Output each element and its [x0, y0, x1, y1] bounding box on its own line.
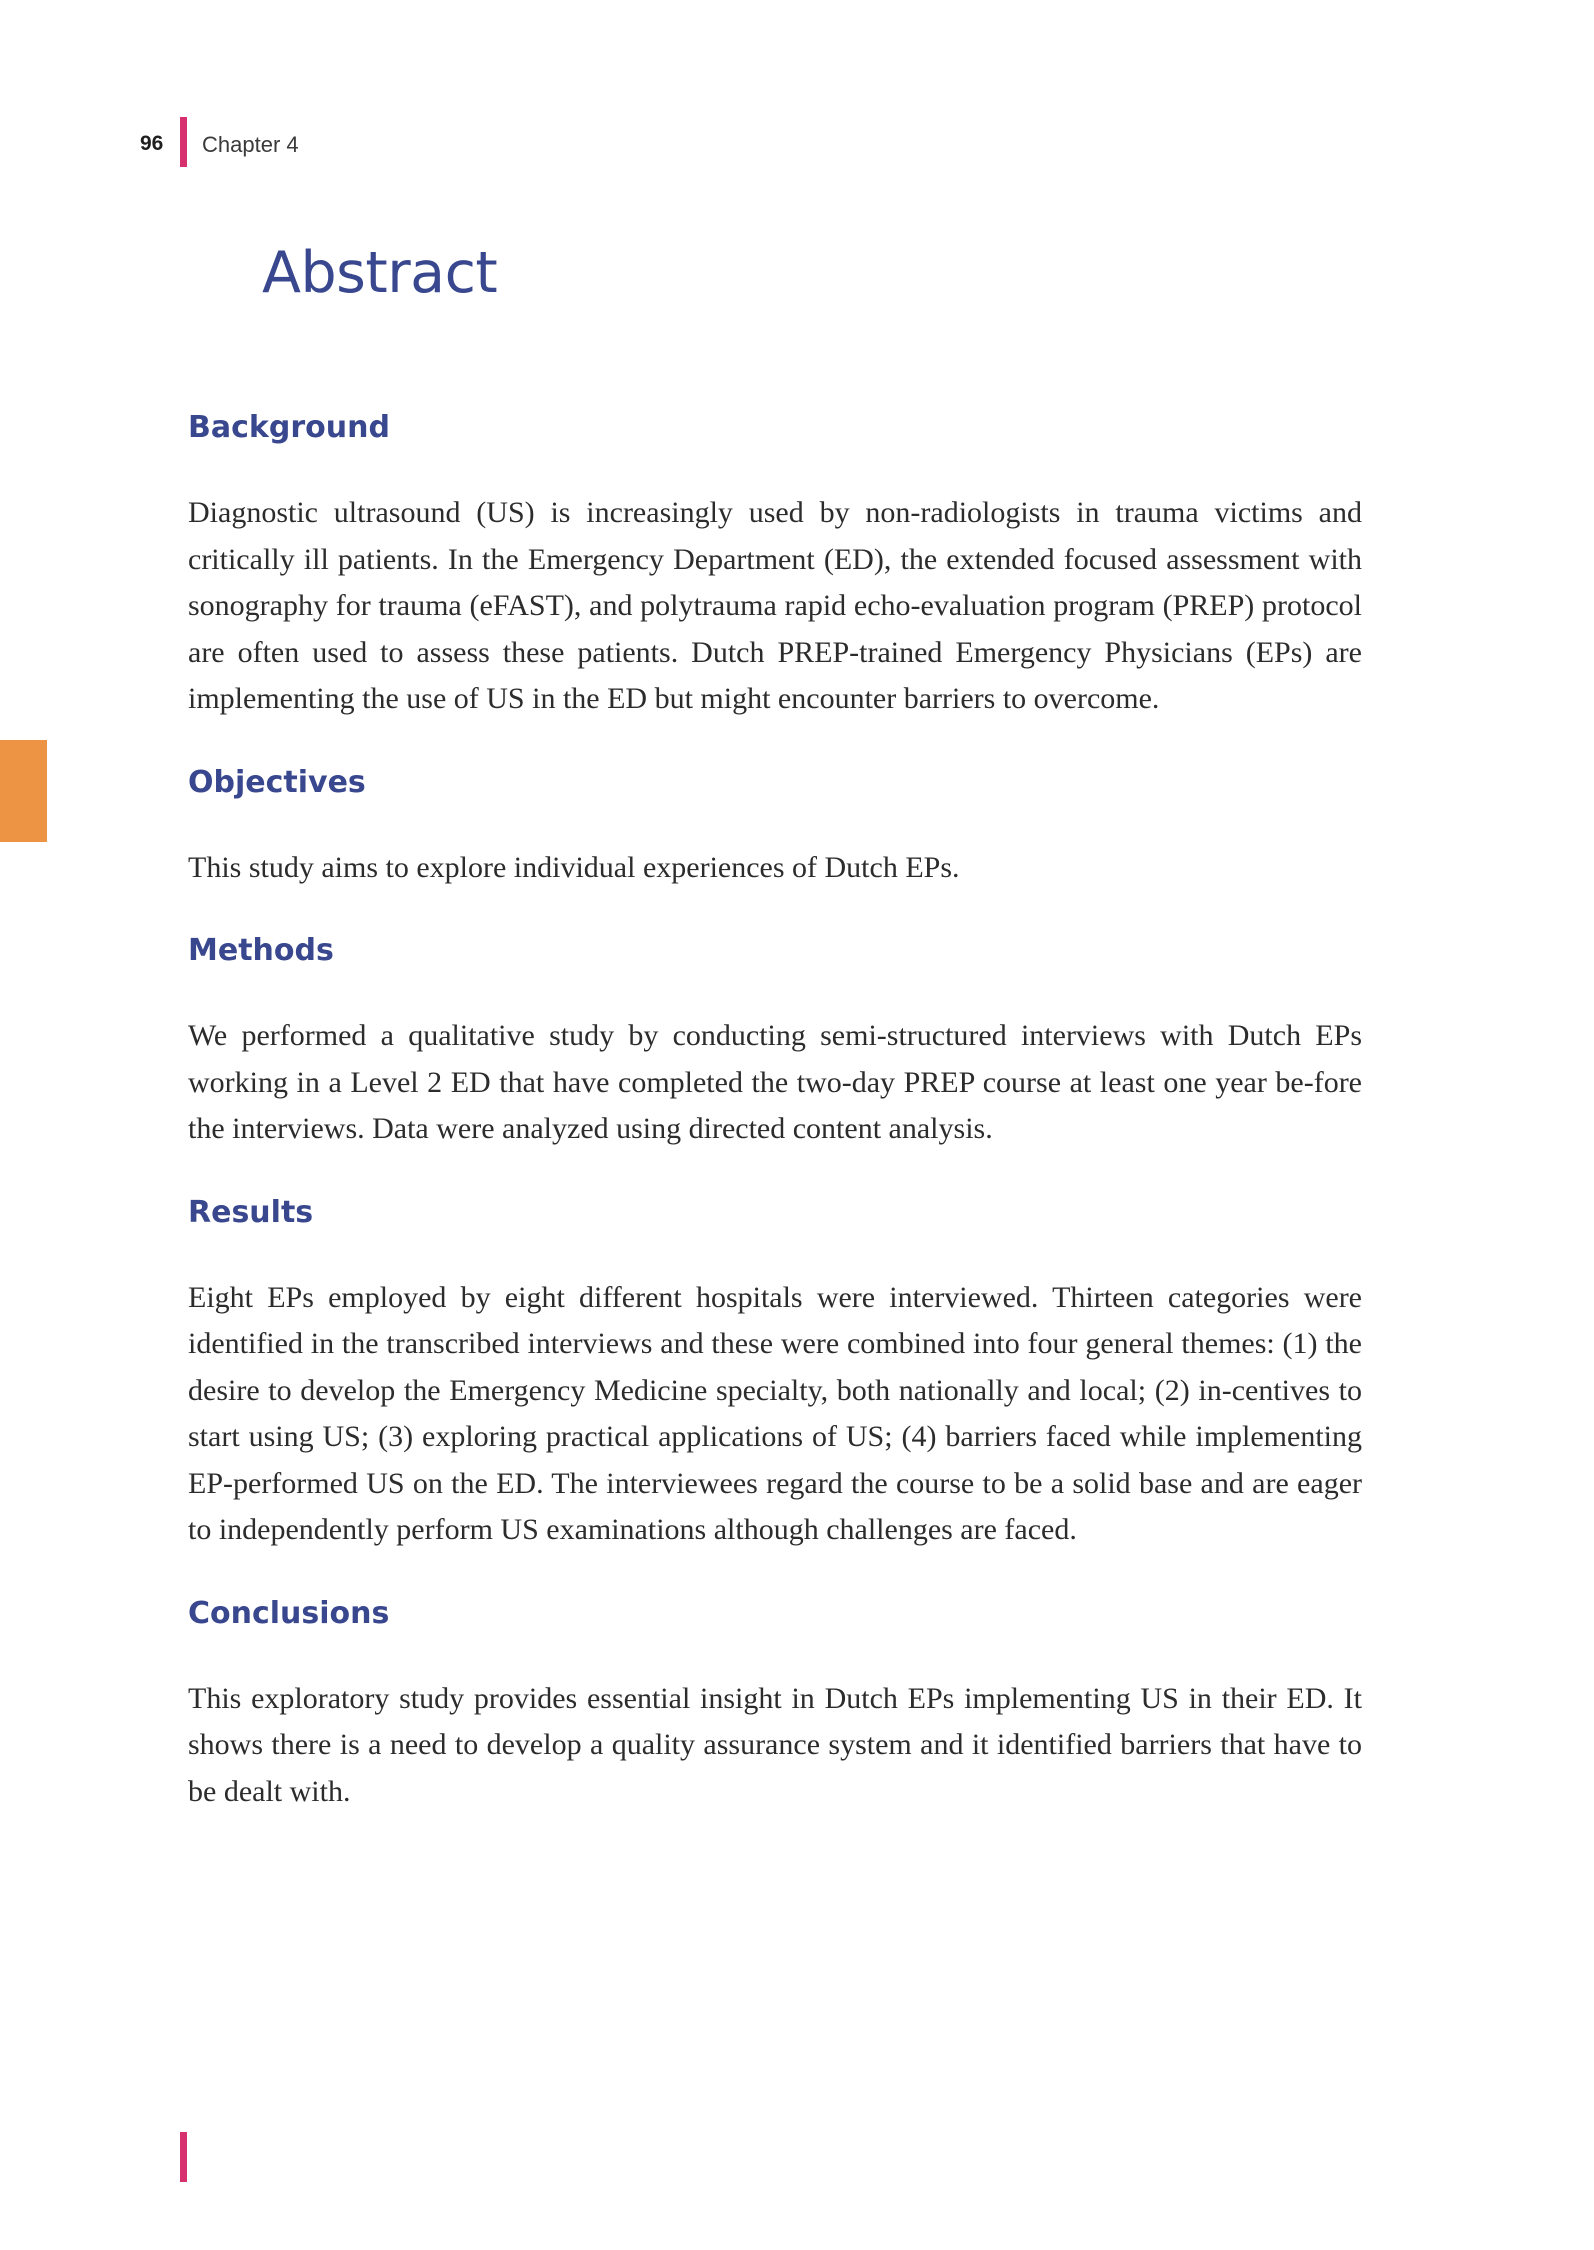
page-number: 96	[140, 132, 164, 155]
chapter-side-tab	[0, 740, 47, 842]
section-background	[188, 400, 1362, 723]
section-text: Eight EPs employed by eight different hospitals were interviewed. Thirteen categories were identified in the transcribed interviews and these were combined into four general themes: (1) the desire to develop the Emergency Medicine specialty, both nationally and local; (2) in-centives to start using US; (3) exploring practical applications of US; (4) barriers faced while implementing EP-performed US on the ED. The interviewees regard the course to be a solid base and are eager to independently perform US examinations although challenges are faced.	[188, 1280, 1362, 1546]
section-conclusions	[188, 1586, 1362, 1816]
section-methods	[188, 923, 1362, 1153]
section-text: Diagnostic ultrasound (US) is increasingly used by non-radiologists in trauma victims and critically ill patients. In the Emergency Department (ED), the extended focused assessment with sonography for trauma (eFAST), and polytrauma rapid echo-evaluation program (PREP) protocol are often used to assess these patients. Dutch PREP-trained Emergency Physicians (EPs) are implementing the use of US in the ED but might encounter barriers to overcome.	[188, 496, 1362, 715]
section-heading: Results	[188, 1194, 314, 1230]
section-text: This exploratory study provides essential insight in Dutch EPs implementing US in their ED. It shows there is a need to develop a quality assurance system and it identified barriers that have to be dealt with.	[188, 1681, 1362, 1808]
header-accent-bar	[180, 117, 187, 167]
footer-accent-bar	[180, 2132, 187, 2182]
section-objectives	[188, 755, 1362, 892]
chapter-label: Chapter 4	[202, 132, 299, 157]
section-results	[188, 1185, 1362, 1554]
section-heading: Conclusions	[188, 1595, 390, 1631]
section-heading: Objectives	[188, 764, 366, 800]
section-heading: Background	[188, 410, 390, 445]
section-text: We performed a qualitative study by conducting semi-structured interviews with Dutch EPs working in a Level 2 ED that have completed the two-day PREP course at least one year be-fore the interviews. Data were analyzed using directed content analysis.	[188, 1019, 1362, 1145]
abstract-content	[188, 400, 1362, 1815]
page-title: Abstract	[262, 240, 498, 306]
section-text: This study aims to explore individual experiences of Dutch EPs.	[188, 850, 960, 884]
section-heading: Methods	[188, 933, 334, 968]
